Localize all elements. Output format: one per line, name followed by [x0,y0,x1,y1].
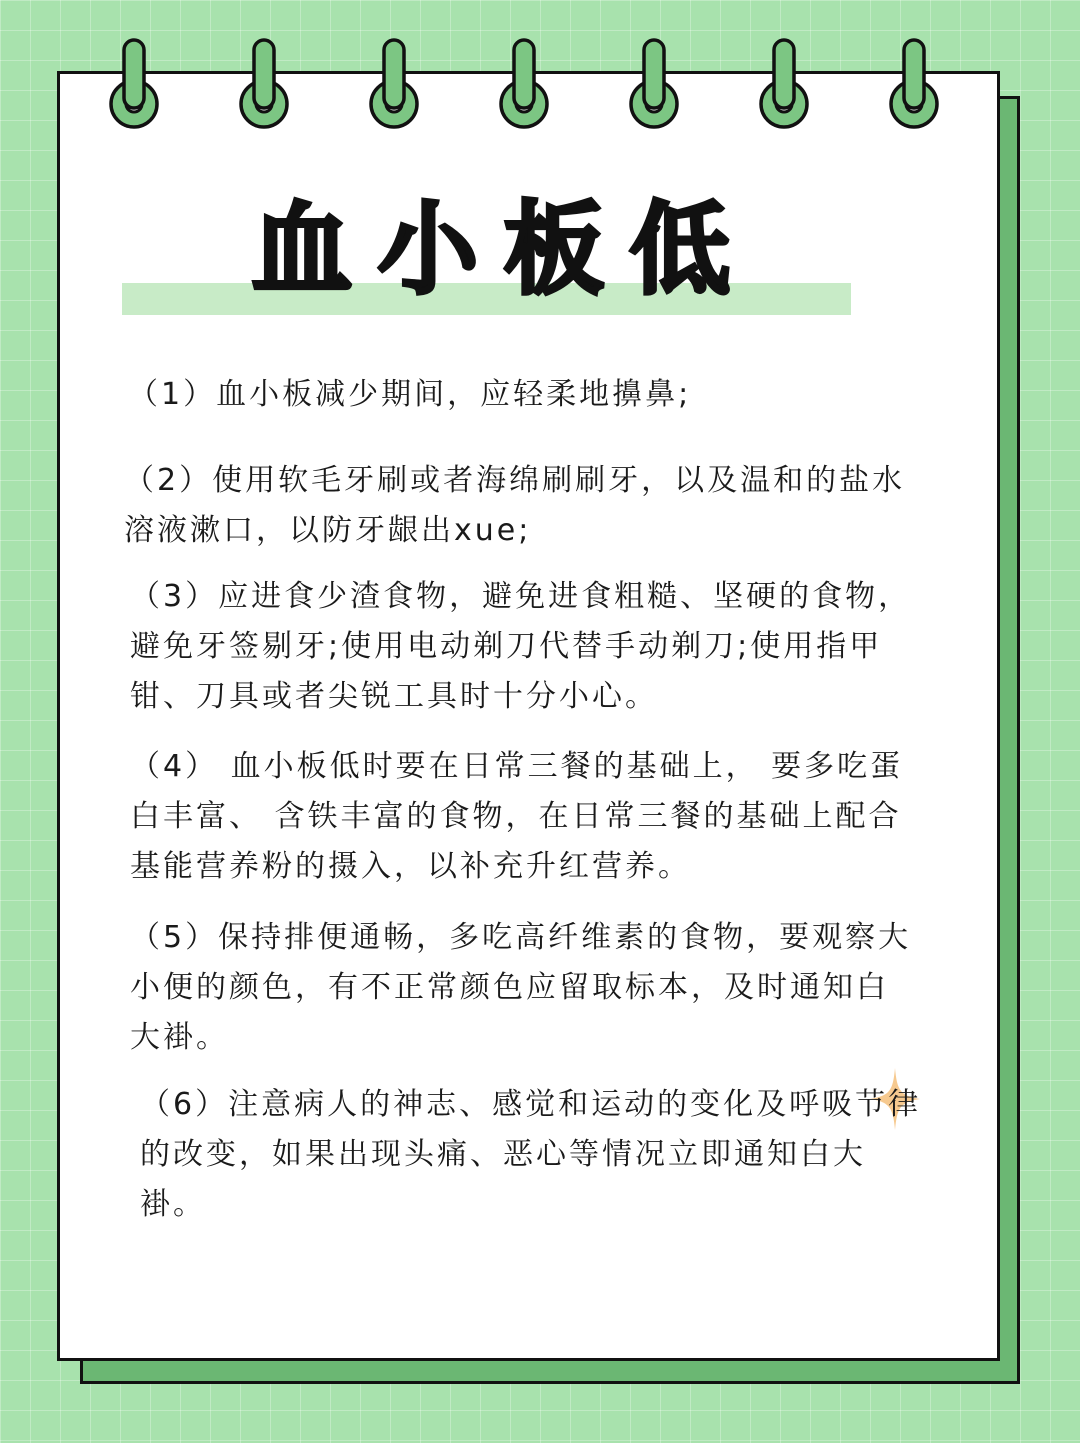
tip-item-1: （1）血小板减少期间，应轻柔地擤鼻; [128,377,692,412]
binder-ring-icon [234,38,294,136]
binder-ring-icon [624,38,684,136]
binder-ring-icon [494,38,554,136]
tip-item-6: （6）注意病人的神志、感觉和运动的变化及呼吸节律的改变，如果出现头痛、恶心等情况立即通知白大褂。 [140,1087,922,1222]
binder-ring-icon [364,38,424,136]
page-title: 血小板低 [252,191,756,308]
tip-item-4: （4） 血小板低时要在日常三餐的基础上， 要多吃蛋白丰富、 含铁丰富的食物，在日常三餐的基础上配合基能营养粉的摄入，以补充升红营养。 [130,749,904,884]
binder-ring-icon [884,38,944,136]
binder-ring-icon [754,38,814,136]
tip-item-3: （3）应进食少渣食物，避免进食粗糙、坚硬的食物，避免牙签剔牙;使用电动剃刀代替手动剃刀;使用指甲钳、刀具或者尖锐工具时十分小心。 [130,579,912,714]
tip-item-2: （2）使用软毛牙刷或者海绵刷刷牙，以及温和的盐水溶液漱口，以防牙龈出xue; [124,463,906,548]
binder-ring-icon [104,38,164,136]
tip-item-5: （5）保持排便通畅，多吃高纤维素的食物，要观察大小便的颜色，有不正常颜色应留取标本，及时通知白大褂。 [130,920,912,1055]
